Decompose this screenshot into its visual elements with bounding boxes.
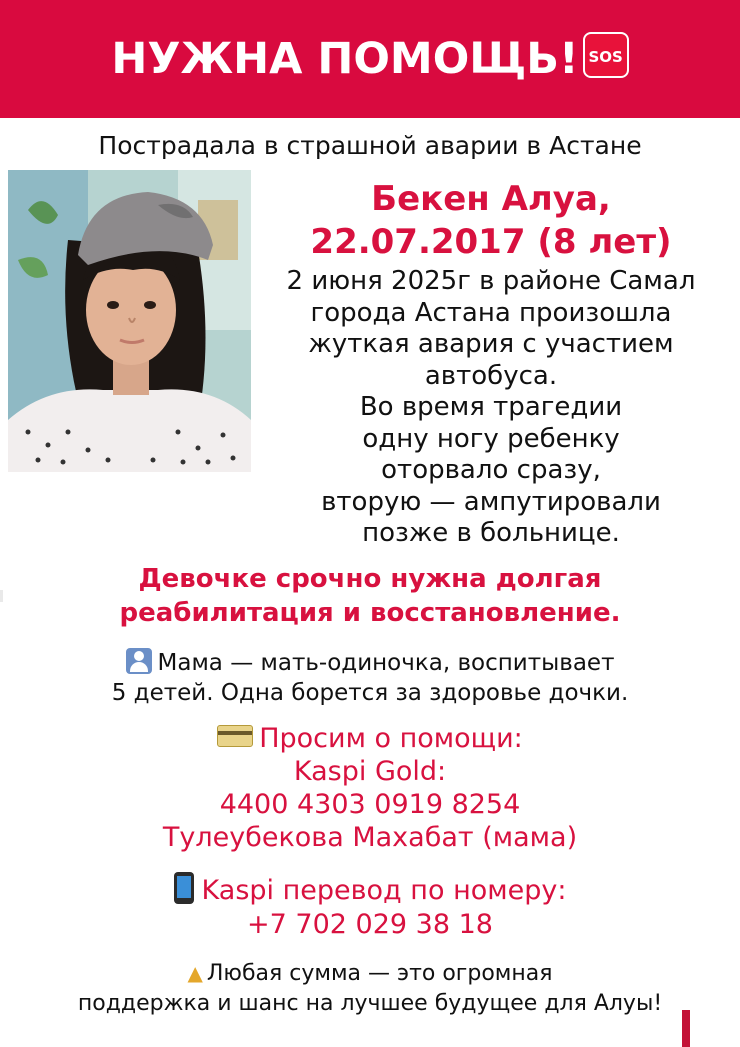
footer-line: поддержка и шанс на лучшее будущее для Алуы!: [77, 991, 663, 1016]
bank-name: Kaspi Gold:: [293, 756, 447, 787]
story-text: [256, 266, 726, 550]
story-line: позже в больнице.: [362, 518, 620, 548]
mom-line: Мама — мать-одиночка, воспитывает: [157, 650, 615, 676]
folded-hands-icon: ▲: [187, 961, 203, 985]
credit-card-icon: [217, 725, 253, 747]
decorative-mark: [0, 590, 3, 602]
child-name-block: [262, 178, 720, 264]
mom-line: 5 детей. Одна борется за здоровье дочки.: [111, 680, 629, 706]
family-icon: [126, 648, 152, 674]
urgent-message: [0, 562, 740, 630]
transfer-details: [0, 872, 740, 942]
donation-details: [0, 722, 740, 854]
decorative-bar: [682, 1010, 690, 1047]
footer-message: [0, 958, 740, 1019]
footer-line: Любая сумма — это огромная: [206, 961, 553, 986]
transfer-heading: Kaspi перевод по номеру:: [201, 875, 567, 906]
card-number: 4400 4303 0919 8254: [219, 789, 521, 820]
story-line: оторвало сразу,: [381, 455, 601, 485]
child-birthdate: 22.07.2017 (8 лет): [310, 222, 672, 262]
mobile-phone-icon: [174, 872, 194, 904]
story-line: города Астана произошла: [310, 297, 672, 328]
story-line: вторую — ампутировали: [321, 486, 661, 517]
story-line: Во время трагедии: [359, 392, 623, 422]
transfer-phone: +7 702 029 38 18: [247, 909, 493, 940]
urgent-line: Девочке срочно нужна долгая: [138, 564, 602, 594]
sos-icon: SOS: [583, 32, 629, 78]
story-line: одну ногу ребенку: [362, 423, 620, 454]
help-heading: Просим о помощи:: [259, 723, 523, 754]
subtitle: Пострадала в страшной аварии в Астане: [98, 131, 642, 160]
mom-message: [0, 648, 740, 708]
urgent-line: реабилитация и восстановление.: [119, 598, 621, 628]
child-name: Бекен Алуа,: [371, 179, 611, 219]
header-banner: [0, 0, 740, 118]
card-holder: Тулеубекова Махабат (мама): [162, 822, 578, 853]
child-portrait-photo: [8, 170, 251, 472]
story-line: автобуса.: [424, 360, 558, 391]
story-line: жуткая авария с участием: [308, 329, 674, 359]
story-line: 2 июня 2025г в районе Самал: [286, 266, 696, 296]
header-title: НУЖНА ПОМОЩЬ!: [111, 34, 579, 84]
child-portrait-image: [8, 170, 251, 472]
